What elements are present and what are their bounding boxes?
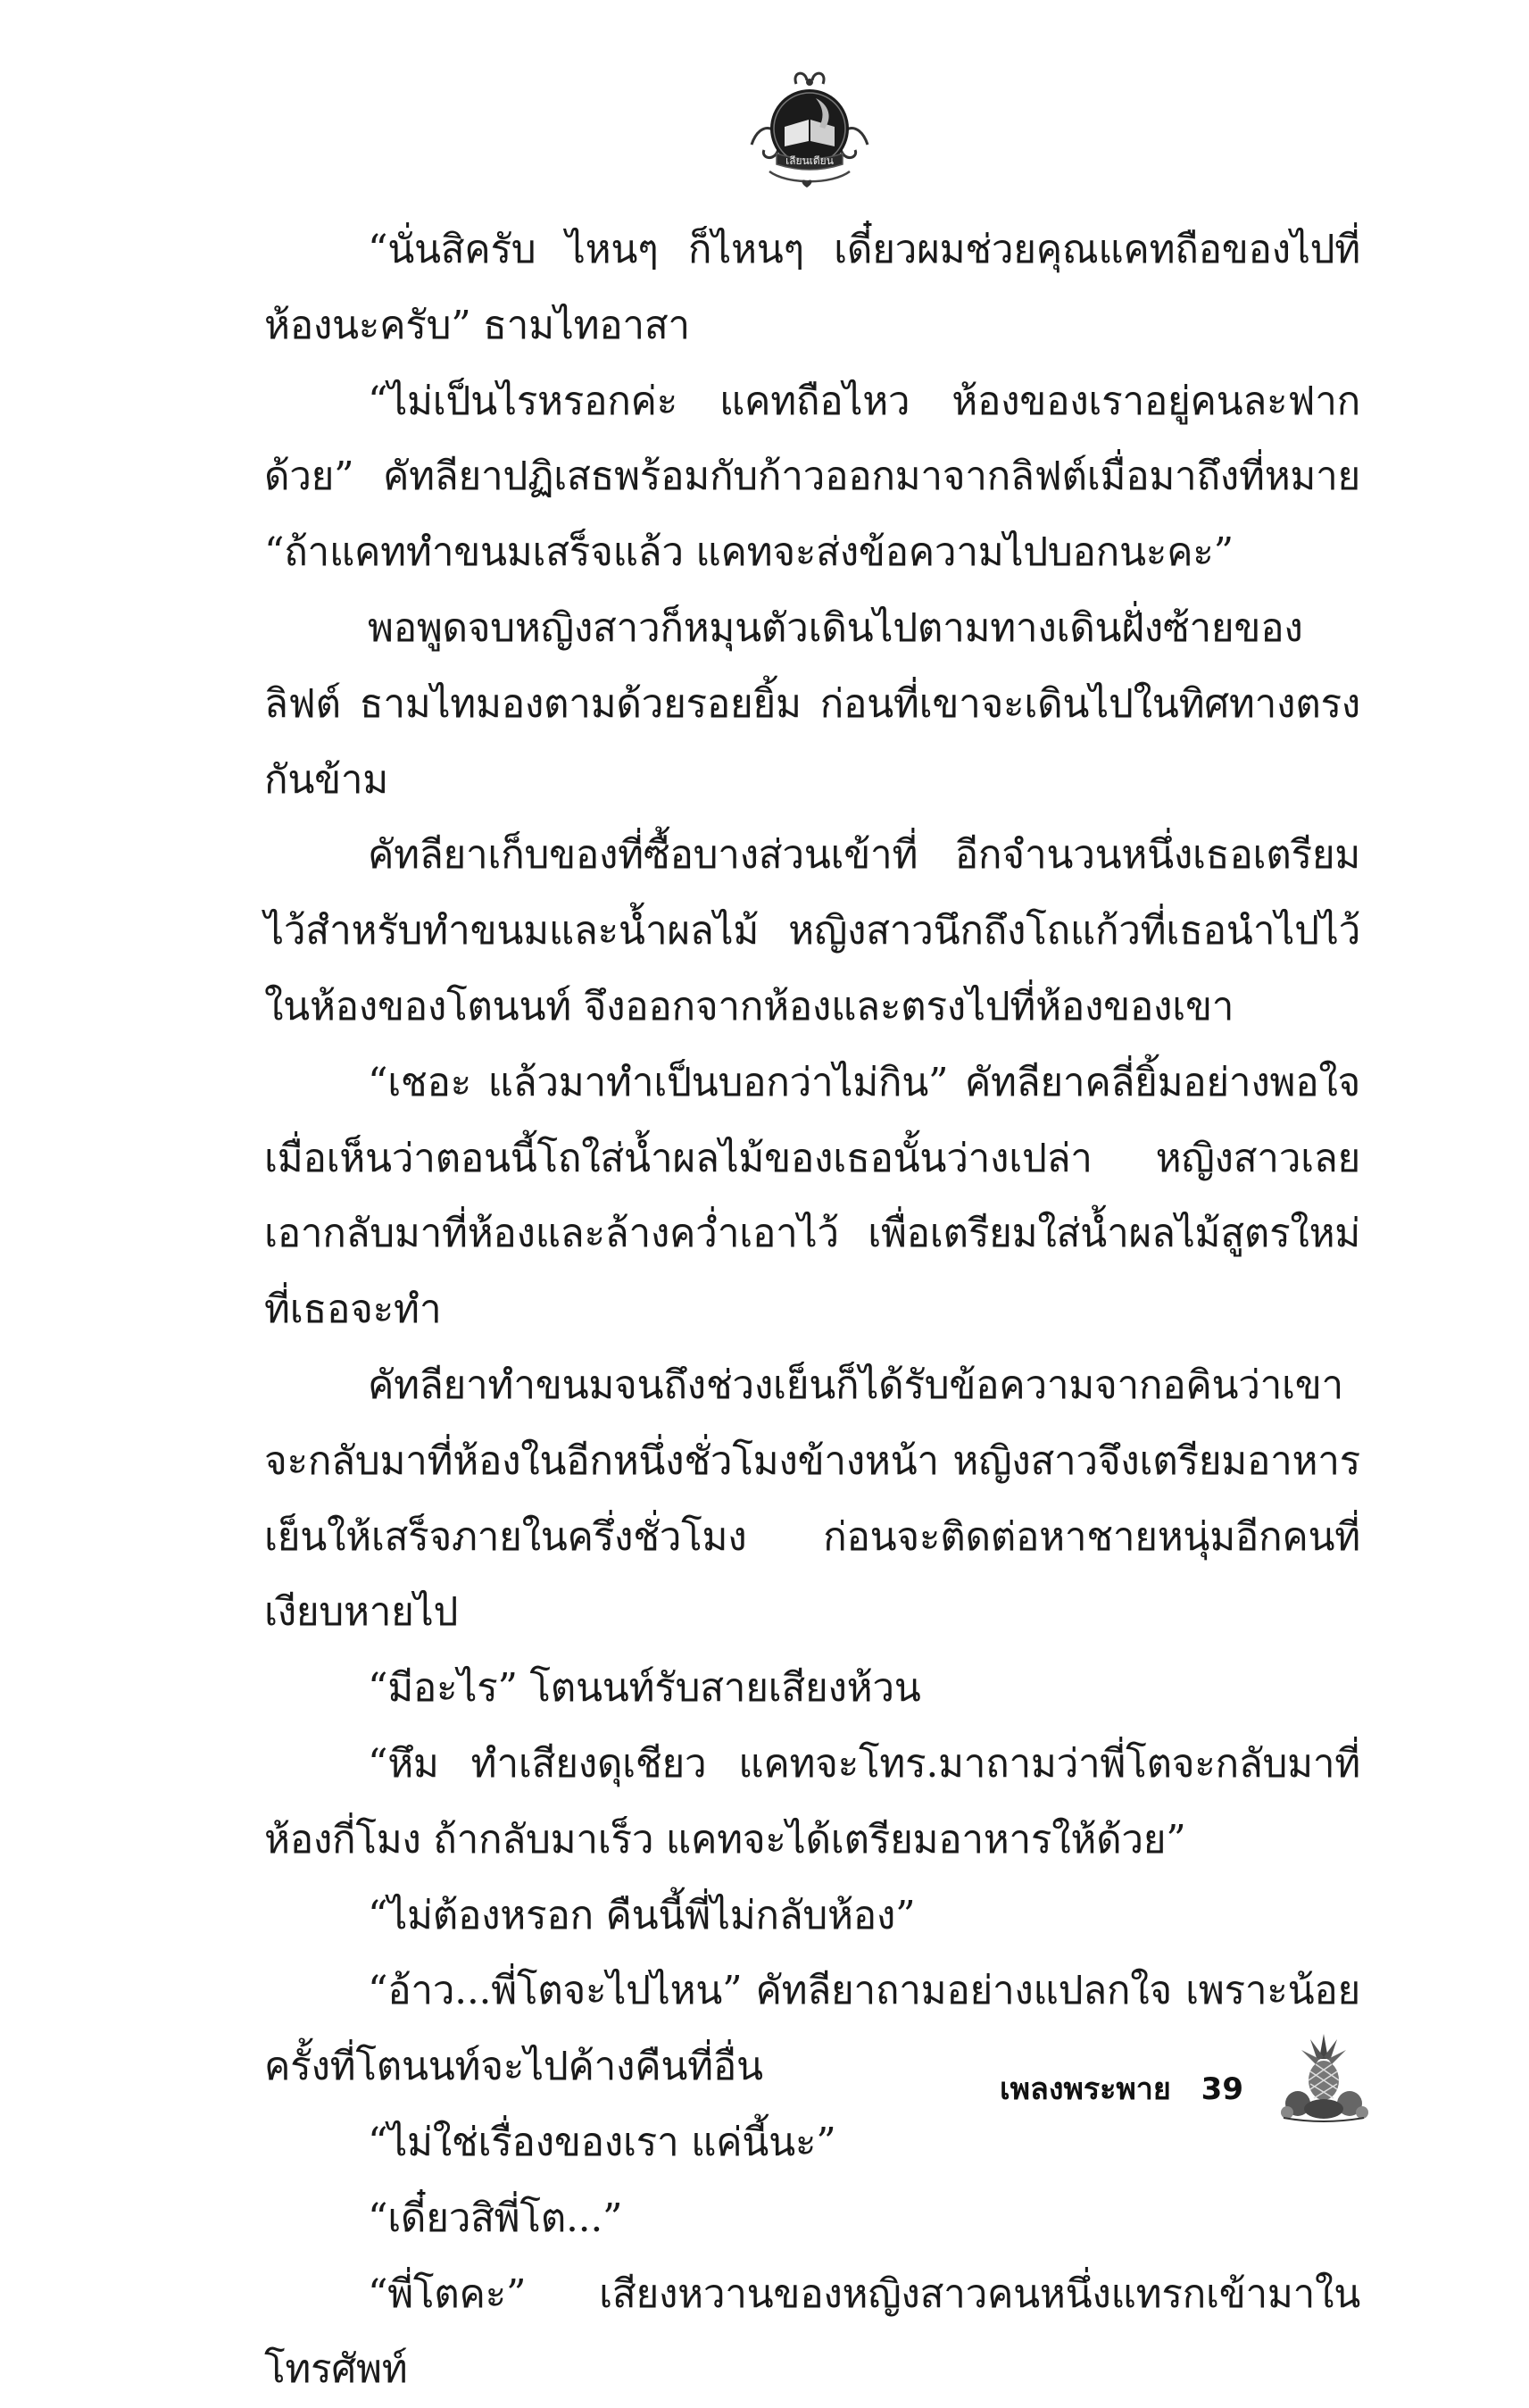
pineapple-ornament-icon	[1275, 2025, 1373, 2123]
svg-text:เลียนเดียน: เลียนเดียน	[785, 154, 834, 167]
publisher-emblem-icon	[743, 64, 877, 198]
paragraph: “เดี๋ยวสิพี่โต...”	[368, 2195, 623, 2241]
paragraph: คัทลียาทำขนมจนถึงช่วงเย็นก็ได้รับข้อความจากอคินว่าเขาจะกลับมาที่ห้องในอีกหนึ่งชั่วโมงข้างหน้า หญิงสาวจึงเตรียมอาหารเย็นให้เสร็จภายในครึ่งชั่วโมง ก่อนจะติดต่อหาชายหนุ่มอีกคนที่เงียบหายไป	[264, 1362, 1360, 1636]
paragraph: “ไม่ใช่เรื่องของเรา แค่นี้นะ”	[368, 2119, 836, 2165]
paragraph: “ไม่เป็นไรหรอกค่ะ แคทถือไหว ห้องของเราอยู่คนละฟากด้วย” คัทลียาปฏิเสธพร้อมกับก้าวออกมาจากลิฟต์เมื่อมาถึงที่หมาย “ถ้าแคททำขนมเสร็จแล้ว แคทจะส่งข้อความไปบอกนะคะ”	[264, 378, 1360, 576]
paragraph: “มีอะไร” โตนนท์รับสายเสียงห้วน	[368, 1665, 921, 1712]
paragraph: พอพูดจบหญิงสาวก็หมุนตัวเดินไปตามทางเดินฝั่งซ้ายของลิฟต์ ธามไทมองตามด้วยรอยยิ้ม ก่อนที่เขาจะเดินไปในทิศทางตรงกันข้าม	[264, 604, 1360, 803]
paragraph: คัทลียาเก็บของที่ซื้อบางส่วนเข้าที่ อีกจำนวนหนึ่งเธอเตรียมไว้สำหรับทำขนมและน้ำผลไม้ หญิงสาวนึกถึงโถแก้วที่เธอนำไปไว้ในห้องของโตนนท์ จึงออกจากห้องและตรงไปที่ห้องของเขา	[264, 832, 1360, 1029]
paragraph: “เชอะ แล้วมาทำเป็นบอกว่าไม่กิน” คัทลียาคลี่ยิ้มอย่างพอใจเมื่อเห็นว่าตอนนี้โถใส่น้ำผลไม้ของเธอนั้นว่างเปล่า หญิงสาวเลยเอากลับมาที่ห้องและล้างคว่ำเอาไว้ เพื่อเตรียมใส่น้ำผลไม้สูตรใหม่ที่เธอจะทำ	[264, 1059, 1360, 1333]
running-footer	[1000, 2064, 1243, 2112]
paragraph: “หึม ทำเสียงดุเชียว แคทจะโทร.มาถามว่าพี่โตจะกลับมาที่ห้องกี่โมง ถ้ากลับมาเร็ว แคทจะได้เตรียมอาหารให้ด้วย”	[264, 1740, 1360, 1862]
book-title: เพลงพระพาย	[999, 2071, 1171, 2107]
paragraph: “อ้าว...พี่โตจะไปไหน” คัทลียาถามอย่างแปลกใจ เพราะน้อยครั้งที่โตนนท์จะไปค้างคืนที่อื่น	[264, 1968, 1360, 2090]
paragraph: “พี่โตคะ” เสียงหวานของหญิงสาวคนหนึ่งแทรกเข้ามาในโทรศัพท์	[264, 2271, 1360, 2393]
page-number: 39	[1201, 2071, 1243, 2107]
paragraph: “นั่นสิครับ ไหนๆ ก็ไหนๆ เดี๋ยวผมช่วยคุณแคทถือของไปที่ห้องนะครับ” ธามไทอาสา	[264, 227, 1360, 348]
paragraph: “ไม่ต้องหรอก คืนนี้พี่ไม่กลับห้อง”	[368, 1892, 916, 1938]
